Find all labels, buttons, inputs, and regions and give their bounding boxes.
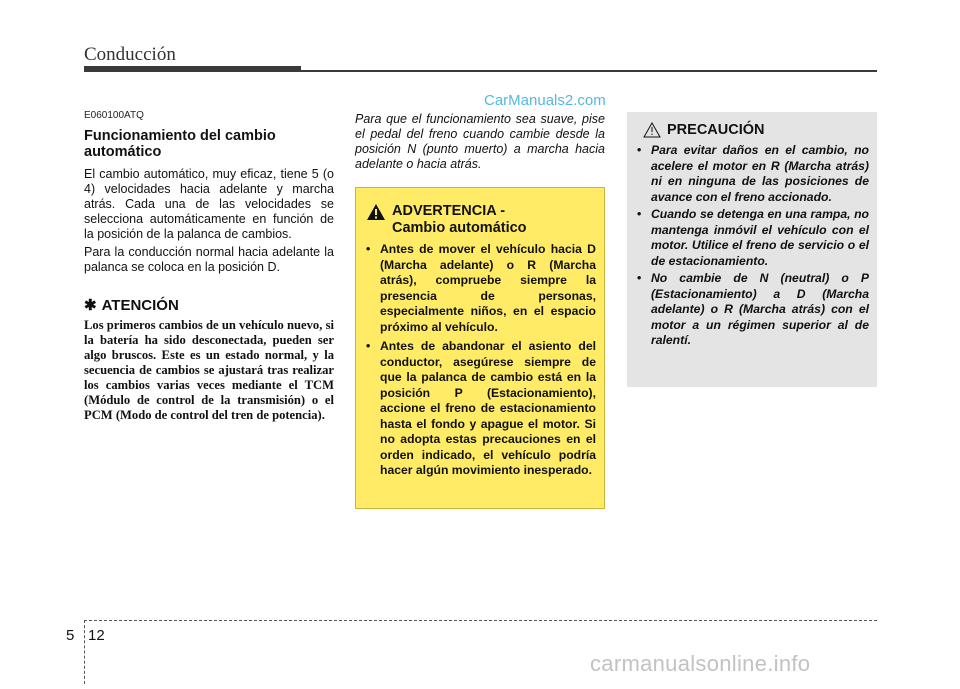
warning-item: • Antes de abandonar el asiento del conductor, asegúrese siempre de que la palanca de cambio está en la posición P (Estacionamiento), accione el freno de estacionamiento hasta el fondo y apague el motor. Si no adopta estas precauciones en el orden indicado, el vehículo podría hacer algún movimiento inesperado. xyxy=(366,339,596,479)
caution-item: • Cuando se detenga en una rampa, no mantenga inmóvil el vehículo con el motor. Utilice el freno de servicio o el de estacionamiento. xyxy=(637,207,869,269)
section-title: Funcionamiento del cambio automático xyxy=(84,128,276,160)
watermark-top[interactable]: CarManuals2.com xyxy=(484,92,606,109)
attention-star-icon: ✱ xyxy=(84,297,97,314)
warning-triangle-icon xyxy=(366,203,386,221)
warning-heading xyxy=(366,203,596,237)
paragraph: El cambio automático, muy eficaz, tiene 5 (o 4) velocidades hacia adelante y marcha atrás. Cada una de las velocidades se selecciona automáticamente en función de la posición de la palanca de cambios. xyxy=(84,167,334,241)
caution-item: • Para evitar daños en el cambio, no acelere el motor en R (Marcha atrás) ni en ninguna de las posiciones de avance con el freno accionado. xyxy=(637,143,869,205)
warning-title-line2: Cambio automático xyxy=(392,220,527,236)
footer-rule xyxy=(84,620,877,621)
warning-title-line1: ADVERTENCIA - xyxy=(392,203,506,219)
attention-title: ATENCIÓN xyxy=(101,296,179,314)
chapter-number: 5 xyxy=(66,627,75,644)
watermark-bottom[interactable]: carmanualsonline.info xyxy=(590,651,811,676)
left-column xyxy=(84,110,334,423)
caution-title: PRECAUCIÓN xyxy=(667,122,765,138)
caution-list xyxy=(637,143,869,349)
caution-triangle-icon xyxy=(643,122,661,138)
warning-title xyxy=(392,203,527,237)
header-rule xyxy=(301,70,877,72)
page-header-title: Conducción xyxy=(84,44,176,65)
caution-box xyxy=(627,112,877,387)
section-code: E060100ATQ xyxy=(84,110,144,121)
footer-divider xyxy=(84,620,85,684)
warning-box xyxy=(355,187,605,509)
page-number: 12 xyxy=(88,627,105,644)
warning-list xyxy=(366,242,596,479)
header-bar xyxy=(84,66,301,72)
caution-heading xyxy=(637,122,869,138)
warning-item: • Antes de mover el vehículo hacia D (Marcha adelante) o R (Marcha atrás), compruebe siempre la presencia de personas, especialmente niños, en el espacio próximo al vehículo. xyxy=(366,242,596,335)
intro-paragraph: Para que el funcionamiento sea suave, pise el pedal del freno cuando cambie desde la posición N (punto muerto) a marcha hacia adelante o hacia atrás. xyxy=(355,112,605,171)
paragraph: Para la conducción normal hacia adelante la palanca se coloca en la posición D. xyxy=(84,245,334,274)
attention-heading xyxy=(84,296,334,314)
caution-item: • No cambie de N (neutral) o P (Estacionamiento) a D (Marcha adelante) o R (Marcha atrás) con el motor a un régimen superior al de ralentí. xyxy=(637,271,869,349)
attention-text: Los primeros cambios de un vehículo nuevo, si la batería ha sido desconectada, pueden ser algo bruscos. Este es un estado normal, y la secuencia de cambios se ajustará tras realizar los cambios varias veces mediante el TCM (Módulo de control de la transmisión) o el PCM (Modo de control del tren de potencia). xyxy=(84,318,334,422)
